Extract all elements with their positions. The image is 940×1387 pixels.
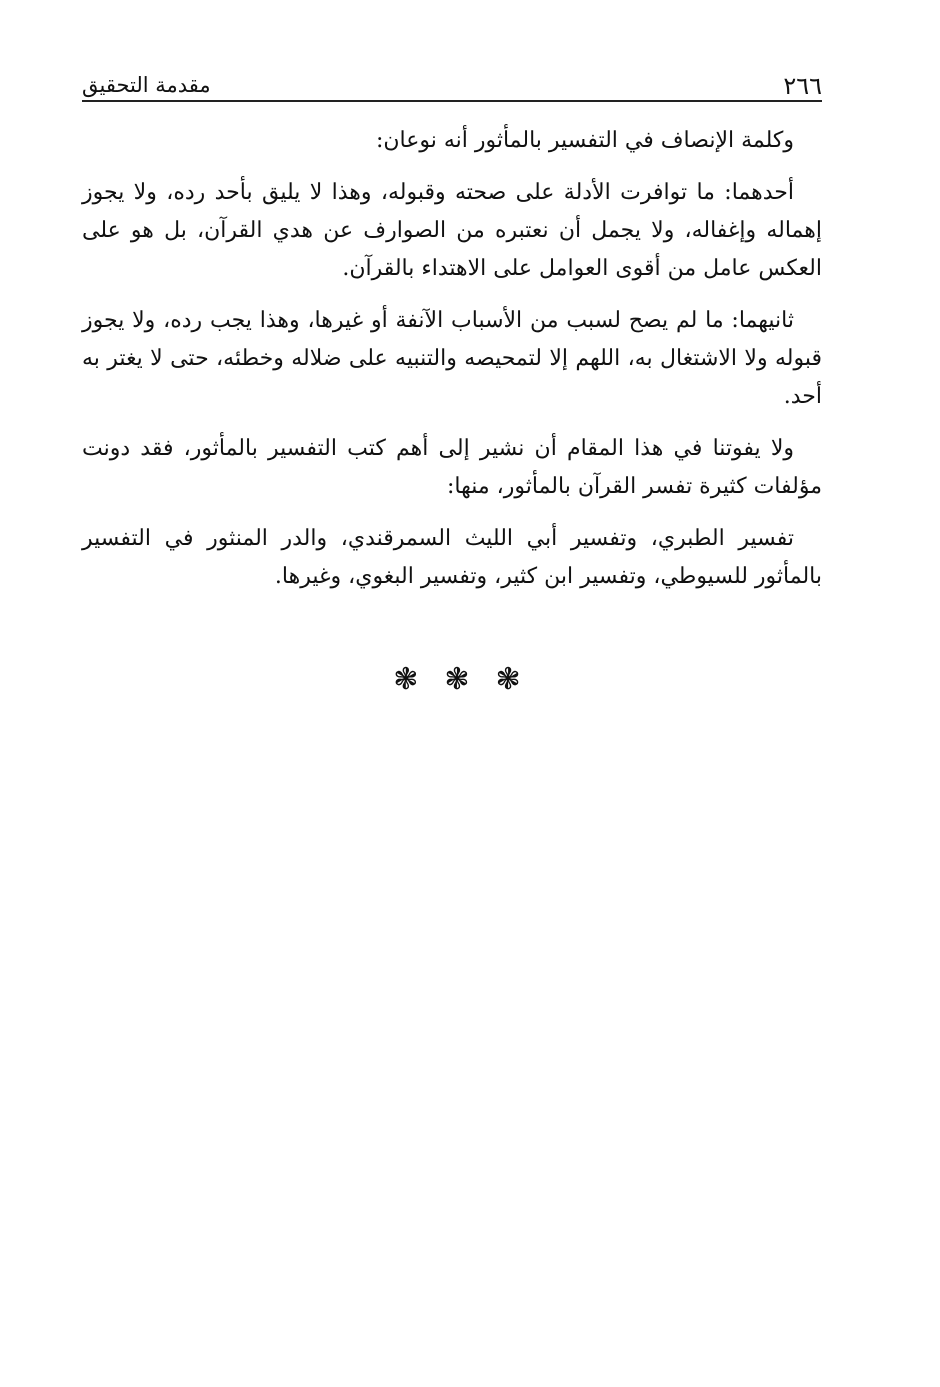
paragraph-second-type: ثانيهما: ما لم يصح لسبب من الأسباب الآنفة أو غيرها، وهذا يجب رده، ولا يجوز قبوله ولا الاشتغال به، اللهم إلا لتمحيصه والتنبيه على ضلاله وخطئه، حتى لا يغتر به أحد. [82, 308, 822, 409]
page-header [82, 58, 822, 98]
section-separator-asterisks: ❃❃❃ [393, 662, 547, 697]
paragraph-books-intro: ولا يفوتنا في هذا المقام أن نشير إلى أهم كتب التفسير بالمأثور، فقد دونت مؤلفات كثيرة تفسر القرآن بالمأثور، منها: [82, 436, 822, 499]
paragraph-intro: وكلمة الإنصاف في التفسير بالمأثور أنه نوعان: [375, 128, 794, 153]
body-text [82, 122, 822, 610]
paragraph-first-type: أحدهما: ما توافرت الأدلة على صحته وقبوله، وهذا لا يليق بأحد رده، ولا يجوز إهماله وإغفاله، ولا يجمل أن نعتبره من الصوارف عن هدي القرآن، بل هو على العكس عامل من أقوى العوامل على الاهتداء بالقرآن. [82, 180, 822, 281]
header-rule [82, 100, 822, 102]
page-number: ٢٦٦ [783, 72, 822, 100]
running-title: مقدمة التحقيق [82, 73, 211, 97]
paragraph-books-list: تفسير الطبري، وتفسير أبي الليث السمرقندي، والدر المنثور في التفسير بالمأثور للسيوطي، وتفسير ابن كثير، وتفسير البغوي، وغيرها. [82, 526, 822, 589]
